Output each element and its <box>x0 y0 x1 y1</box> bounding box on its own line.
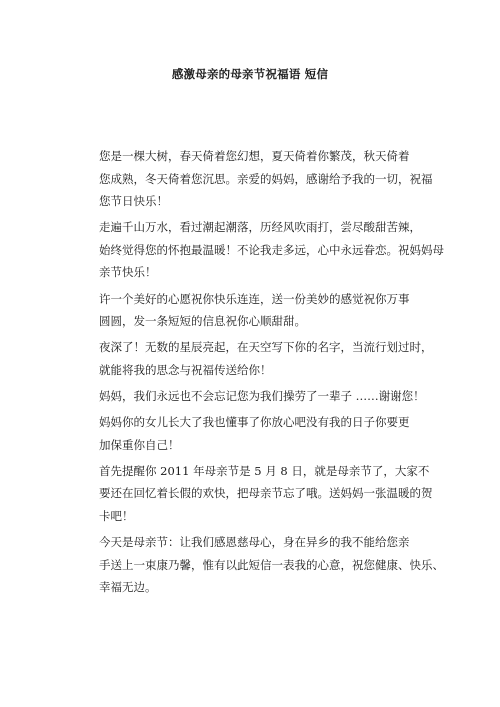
paragraph <box>76 216 444 284</box>
paragraph-line: 亲节快乐！ <box>99 265 157 280</box>
paragraph-line: 您是一棵大树，春天倚着您幻想，夏天倚着你繁茂，秋天倚着 <box>99 149 410 163</box>
paragraph <box>76 385 426 408</box>
paragraph-line: 许一个美好的心愿祝你快乐连连，送一份美妙的感觉祝你万事 <box>99 291 410 306</box>
paragraph-line: 妈妈你的女儿长大了我也懂事了你放心吧没有我的日子你要更 <box>99 415 410 430</box>
paragraph <box>76 288 426 333</box>
document-body <box>76 145 444 602</box>
paragraph-line: 圆圆，发一条短短的信息祝你心顺甜甜。 <box>99 314 306 329</box>
paragraph-line: 走遍千山万水，看过潮起潮落，历经风吹雨打，尝尽酸甜苦辣， <box>99 220 421 235</box>
paragraph-line: 要还在回忆着长假的欢快，把母亲节忘了哦。送妈妈一张温暖的贺 <box>99 486 433 501</box>
paragraph <box>76 336 433 381</box>
paragraph-line: 就能将我的思念与祝福传送给你！ <box>99 362 272 377</box>
paragraph-line: 首先提醒你 2011 年母亲节是 5 月 8 日，就是母亲节了，大家不 <box>99 463 430 478</box>
paragraph-line: 今天是母亲节：让我们感恩慈母心，身在异乡的我不能给您亲 <box>99 535 410 549</box>
paragraph <box>76 145 433 213</box>
paragraph-line: 卡吧！ <box>99 508 134 523</box>
paragraph-line: 手送上一束康乃馨，惟有以此短信一表我的心意，祝您健康、快乐、 <box>99 557 444 572</box>
paragraph-line: 您节日快乐！ <box>99 194 168 209</box>
paragraph <box>76 531 444 599</box>
paragraph-line: 妈妈，我们永远也不会忘记您为我们操劳了一辈子 ……谢谢您！ <box>99 388 425 403</box>
paragraph-line: 加保重你自己！ <box>99 437 180 452</box>
paragraph <box>76 460 433 528</box>
paragraph-line: 始终觉得您的怀抱最温暖！不论我走多远，心中永远眷恋。祝妈妈母 <box>99 242 444 257</box>
paragraph <box>76 411 426 456</box>
paragraph-line: 您成熟，冬天倚着您沉思。亲爱的妈妈，感谢给予我的一切，祝福 <box>99 171 433 186</box>
document-title: 感激母亲的母亲节祝福语 短信 <box>171 67 329 81</box>
paragraph-line: 夜深了！无数的星辰亮起，在天空写下你的名字，当流行划过时， <box>99 340 433 355</box>
paragraph-line: 幸福无边。 <box>99 580 157 595</box>
